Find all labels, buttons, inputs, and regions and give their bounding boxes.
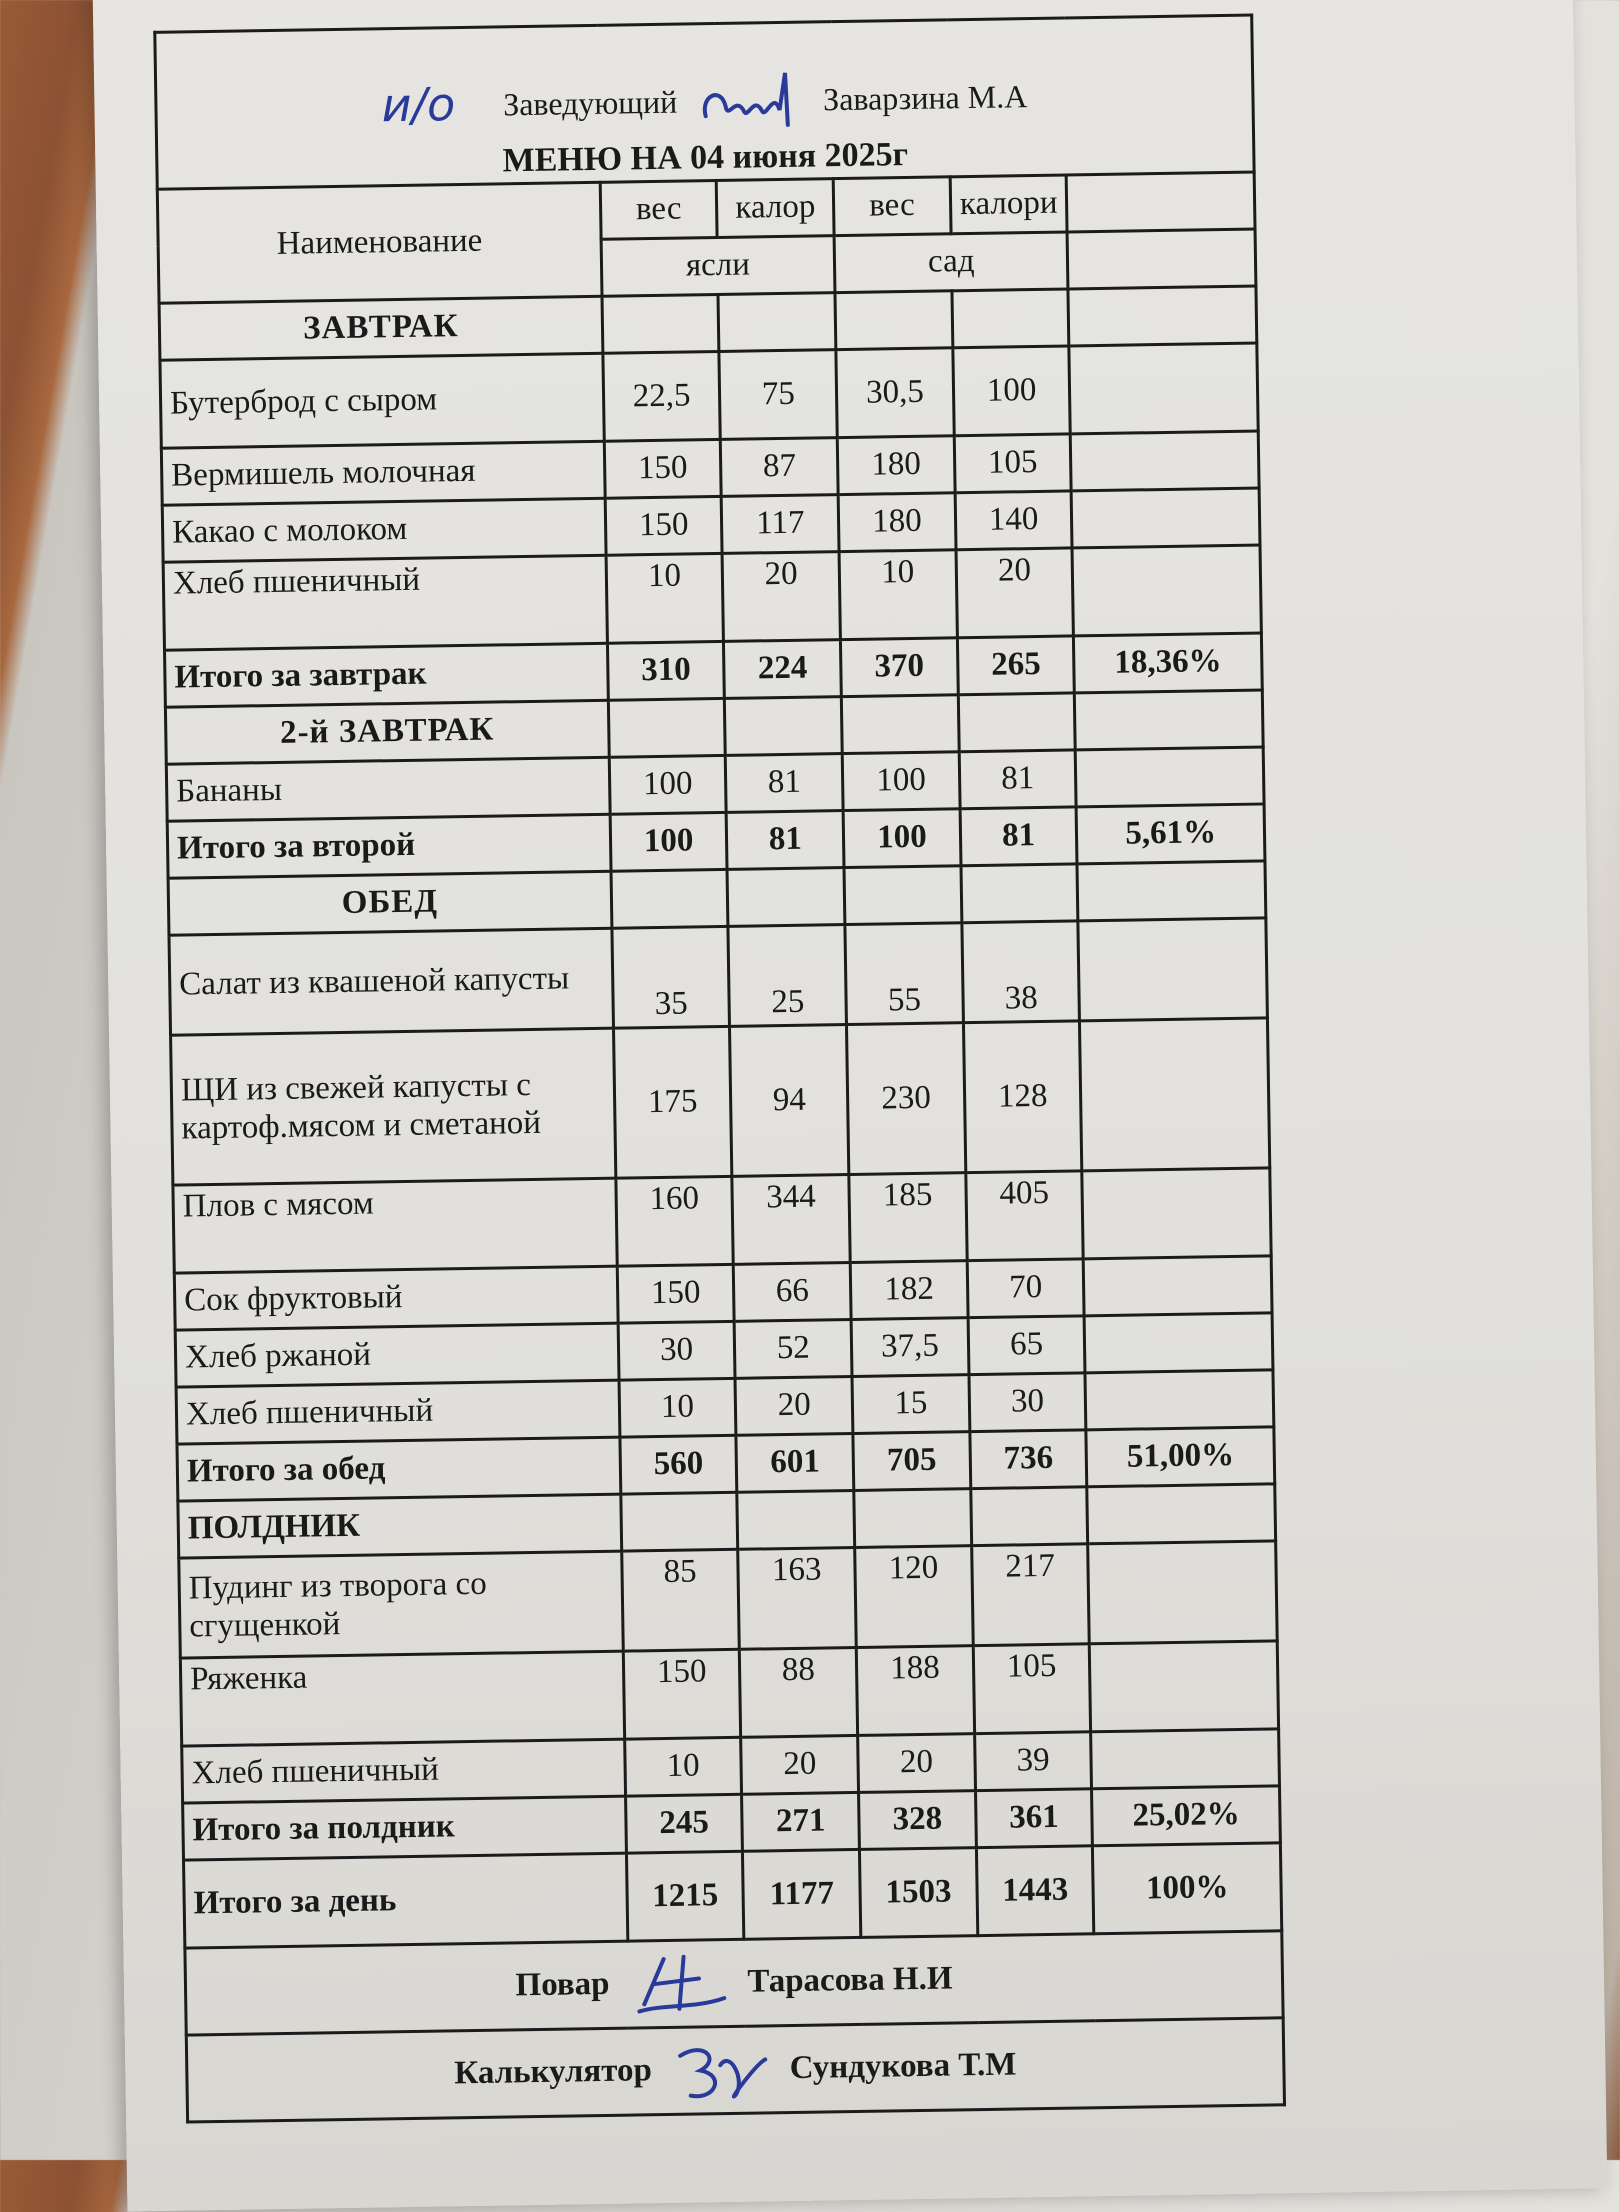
item-kcal-sad: 405 <box>966 1171 1084 1261</box>
calc-name: Сундукова Т.М <box>789 2046 1017 2087</box>
item-weight-yasli: 30 <box>618 1321 736 1380</box>
col-kal2: калори <box>950 175 1068 234</box>
total-weight-yasli: 310 <box>607 641 725 700</box>
day-total-row <box>184 1843 1282 1948</box>
col-kal1: калор <box>717 179 835 238</box>
total-weight-yasli: 560 <box>620 1435 738 1494</box>
calc-cell <box>186 2018 1284 2122</box>
item-weight-yasli: 10 <box>619 1378 737 1437</box>
paper-sheet <box>93 0 1608 2211</box>
item-name: Бутерброд с сыром <box>160 353 604 448</box>
item-kcal-yasli: 25 <box>728 925 846 1027</box>
total-kcal-sad: 361 <box>975 1789 1093 1848</box>
calc-row <box>186 2018 1284 2122</box>
item-kcal-yasli: 20 <box>722 552 840 642</box>
item-kcal-yasli: 66 <box>734 1263 852 1322</box>
item-weight-sad: 30,5 <box>836 348 954 438</box>
table-row <box>171 1018 1270 1185</box>
section-snack: ПОЛДНИК <box>178 1494 622 1558</box>
total-percent: 18,36% <box>1074 633 1262 693</box>
item-kcal-sad: 20 <box>956 548 1074 638</box>
item-weight-yasli: 22,5 <box>603 351 721 441</box>
total-weight-sad: 370 <box>841 638 959 697</box>
head-label: Заведующий <box>502 83 678 122</box>
item-weight-yasli: 175 <box>613 1026 732 1178</box>
day-total-weight-sad: 1503 <box>860 1848 978 1938</box>
item-name: ЩИ из свежей капусты с картоф.мясом и сметаной <box>171 1028 616 1185</box>
header-row <box>155 15 1254 189</box>
item-kcal-yasli: 344 <box>732 1175 850 1265</box>
item-weight-yasli: 10 <box>606 553 724 643</box>
total-percent: 25,02% <box>1092 1786 1280 1846</box>
item-weight-sad: 180 <box>838 493 956 552</box>
item-kcal-yasli: 88 <box>740 1647 858 1737</box>
item-weight-yasli: 100 <box>609 755 727 814</box>
cook-signature <box>623 1948 734 2020</box>
table-row <box>169 918 1267 1035</box>
item-name: Пудинг из творога со сгущенкой <box>179 1551 623 1658</box>
calc-signature <box>665 2034 776 2106</box>
item-kcal-yasli: 117 <box>722 495 840 554</box>
total-weight-sad: 100 <box>843 809 961 868</box>
item-name: Сок фруктовый <box>174 1266 618 1330</box>
item-weight-sad: 180 <box>837 436 955 495</box>
head-signature <box>695 64 806 136</box>
item-kcal-sad: 81 <box>959 750 1077 809</box>
item-weight-yasli: 160 <box>616 1176 734 1266</box>
item-weight-sad: 20 <box>858 1734 976 1793</box>
item-kcal-sad: 128 <box>963 1021 1082 1173</box>
item-weight-sad: 182 <box>850 1261 968 1320</box>
total-kcal-sad: 265 <box>957 636 1075 695</box>
item-weight-sad: 120 <box>855 1546 973 1648</box>
item-kcal-sad: 217 <box>971 1544 1089 1646</box>
head-name: Заварзина М.А <box>822 77 1028 117</box>
item-weight-sad: 15 <box>852 1375 970 1434</box>
day-total-kcal-sad: 1443 <box>976 1846 1094 1936</box>
item-kcal-sad: 105 <box>973 1644 1091 1734</box>
empty-cell <box>1067 172 1255 232</box>
table-row <box>179 1541 1277 1658</box>
menu-table <box>153 14 1286 2124</box>
item-kcal-yasli: 52 <box>735 1320 853 1379</box>
group-sad: сад <box>834 232 1068 293</box>
total-weight-yasli: 245 <box>625 1794 743 1853</box>
item-kcal-sad: 105 <box>954 434 1072 493</box>
total-kcal-sad: 81 <box>960 807 1078 866</box>
item-kcal-sad: 70 <box>967 1259 1085 1318</box>
total-weight-sad: 705 <box>853 1432 971 1491</box>
col-name-header: Наименование <box>157 182 601 303</box>
col-ves1: вес <box>600 180 718 239</box>
total-label: Итого за второй <box>167 814 611 878</box>
empty-cell <box>1067 229 1255 289</box>
item-weight-yasli: 150 <box>604 439 722 498</box>
item-name: Хлеб ржаной <box>175 1323 619 1387</box>
total-weight-yasli: 100 <box>610 812 728 871</box>
item-weight-sad: 185 <box>849 1173 967 1263</box>
item-weight-yasli: 10 <box>624 1737 742 1796</box>
item-weight-sad: 37,5 <box>851 1318 969 1377</box>
item-name: Бананы <box>166 757 610 821</box>
item-kcal-yasli: 94 <box>730 1025 849 1177</box>
item-weight-sad: 55 <box>845 923 963 1025</box>
item-weight-sad: 230 <box>847 1023 966 1175</box>
item-name: Хлеб пшеничный <box>182 1739 626 1803</box>
item-weight-yasli: 150 <box>623 1649 741 1739</box>
item-kcal-yasli: 20 <box>741 1735 859 1794</box>
total-kcal-sad: 736 <box>970 1430 1088 1489</box>
section-breakfast2: 2-й ЗАВТРАК <box>165 700 609 764</box>
total-kcal-yasli: 81 <box>727 811 845 870</box>
day-total-percent: 100% <box>1093 1843 1282 1934</box>
item-name: Хлеб пшеничный <box>163 555 607 650</box>
item-name: Ряженка <box>180 1651 624 1746</box>
item-weight-sad: 100 <box>842 752 960 811</box>
section-breakfast: ЗАВТРАК <box>159 296 603 360</box>
item-weight-yasli: 85 <box>621 1549 739 1651</box>
total-label: Итого за завтрак <box>165 643 609 707</box>
item-kcal-yasli: 163 <box>738 1547 856 1649</box>
item-kcal-sad: 140 <box>955 491 1073 550</box>
total-label: Итого за обед <box>177 1437 621 1501</box>
cook-name: Тарасова Н.И <box>747 1960 953 2000</box>
item-kcal-sad: 39 <box>974 1732 1092 1791</box>
item-kcal-yasli: 20 <box>735 1377 853 1436</box>
item-kcal-sad: 38 <box>962 921 1080 1023</box>
total-kcal-yasli: 271 <box>742 1792 860 1851</box>
calc-label: Калькулятор <box>454 2052 653 2092</box>
col-ves2: вес <box>833 177 951 236</box>
item-name: Хлеб пшеничный <box>176 1380 620 1444</box>
total-weight-sad: 328 <box>859 1791 977 1850</box>
table-row <box>163 545 1261 650</box>
item-name: Салат из квашеной капусты <box>169 928 613 1035</box>
item-kcal-yasli: 75 <box>719 350 837 440</box>
day-total-label: Итого за день <box>184 1853 628 1948</box>
page-title: МЕНЮ НА 04 июня 2025г <box>502 135 909 180</box>
total-percent: 51,00% <box>1086 1427 1274 1487</box>
menu-document <box>153 14 1286 2124</box>
header-cell <box>155 15 1254 189</box>
item-kcal-sad: 30 <box>969 1373 1087 1432</box>
table-row <box>173 1168 1271 1273</box>
item-weight-sad: 188 <box>856 1646 974 1736</box>
item-name: Какао с молоком <box>162 498 606 562</box>
io-mark: и/о <box>381 77 456 133</box>
item-kcal-sad: 65 <box>968 1316 1086 1375</box>
item-weight-yasli: 150 <box>605 496 723 555</box>
cook-label: Повар <box>515 1965 610 2004</box>
total-kcal-yasli: 601 <box>736 1433 854 1492</box>
table-row <box>160 343 1258 448</box>
group-yasli: ясли <box>601 236 835 297</box>
item-weight-yasli: 35 <box>612 926 730 1028</box>
item-kcal-yasli: 87 <box>721 438 839 497</box>
item-kcal-yasli: 81 <box>726 754 844 813</box>
day-total-kcal-yasli: 1177 <box>743 1849 861 1939</box>
item-name: Плов с мясом <box>173 1178 617 1273</box>
section-lunch: ОБЕД <box>168 871 612 935</box>
item-name: Вермишель молочная <box>161 441 605 505</box>
total-label: Итого за полдник <box>183 1796 627 1860</box>
item-weight-yasli: 150 <box>617 1264 735 1323</box>
item-weight-sad: 10 <box>839 550 957 640</box>
total-kcal-yasli: 224 <box>724 640 842 699</box>
total-percent: 5,61% <box>1077 804 1265 864</box>
day-total-weight-yasli: 1215 <box>626 1851 744 1941</box>
item-kcal-sad: 100 <box>953 346 1071 436</box>
table-row <box>180 1641 1278 1746</box>
